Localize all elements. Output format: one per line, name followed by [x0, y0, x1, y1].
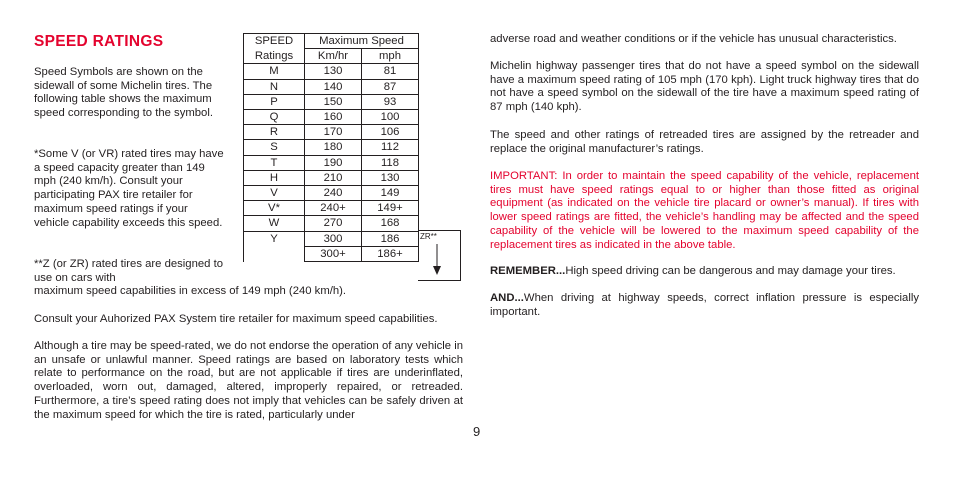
table-row [244, 64, 419, 79]
remember-paragraph [490, 265, 919, 279]
rating-cell: S [244, 140, 305, 155]
speed-ratings-table [243, 33, 419, 262]
header-maximum-speed: Maximum Speed [305, 34, 419, 49]
mph-cell: 106 [362, 125, 419, 140]
header-ratings: Ratings [244, 49, 305, 64]
header-mph: mph [362, 49, 419, 64]
kmh-cell: 170 [305, 125, 362, 140]
and-paragraph [490, 292, 919, 319]
mph-cell: 130 [362, 170, 419, 185]
mph-cell: 118 [362, 155, 419, 170]
table-row [244, 110, 419, 125]
disclaimer-paragraph: Although a tire may be speed-rated, we do not endorse the operation of any vehicle in an unsafe or unlawful manner. Speed ratings are based on laboratory tests which relate to performance on the road, but are not applicable if tires are underinflated, overloaded, worn out, damaged, altered, improperly repaired, or retreaded. Furthermore, a tire’s speed rating does not imply that vehicles can be safely driven at the maximum speed for which the tire is rated, particularly under [34, 340, 463, 421]
header-speed: SPEED [244, 34, 305, 49]
rating-cell: T [244, 155, 305, 170]
rating-cell: Q [244, 110, 305, 125]
header-kmh: Km/hr [305, 49, 362, 64]
rating-cell [244, 246, 305, 261]
intro-paragraph: Speed Symbols are shown on the sidewall of some Michelin tires. The following table shows the maximum speed corresponding to the symbol. [34, 66, 213, 120]
table-row [244, 79, 419, 94]
kmh-cell: 210 [305, 170, 362, 185]
table-row [244, 170, 419, 185]
rating-cell: Y [244, 231, 305, 246]
rating-cell: N [244, 79, 305, 94]
page-number: 9 [473, 424, 481, 439]
mph-cell: 93 [362, 94, 419, 109]
kmh-cell: 270 [305, 216, 362, 231]
zr-label: ZR** [420, 232, 437, 241]
table-header-row [244, 49, 419, 64]
table-row [244, 125, 419, 140]
table-header-row [244, 34, 419, 49]
table-row [244, 155, 419, 170]
important-warning: IMPORTANT: In order to maintain the speed capability of the vehicle, replacement tires must have speed ratings equal to or higher than those fitted as original equipment (as indicated on the vehicle tire placard or owner’s manual). If tires with lower speed ratings are fitted, the vehicle’s handling may be affected and the speed capability of the vehicle will be lowered to the maximum speed capability of the replacement tires as indicated in the above table. [490, 170, 919, 251]
kmh-cell: 150 [305, 94, 362, 109]
kmh-cell: 180 [305, 140, 362, 155]
kmh-cell: 190 [305, 155, 362, 170]
v-rating-note: *Some V (or VR) rated tires may have a speed capacity greater than 149 mph (240 km/h). Consult your participating PAX tire retailer for maximum speed ratings if your vehicle capability exceeds this speed. [34, 148, 224, 229]
table-row [244, 216, 419, 231]
mph-cell: 186+ [362, 246, 419, 261]
table-row [244, 201, 419, 216]
and-label: AND... [490, 292, 524, 304]
consult-paragraph: Consult your Auhorized PAX System tire retailer for maximum speed capabilities. [34, 313, 438, 325]
zr-rating-note: **Z (or ZR) rated tires are designed to use on cars with [34, 258, 223, 284]
rating-cell: P [244, 94, 305, 109]
and-text: When driving at highway speeds, correct inflation pressure is especially important. [490, 292, 919, 318]
mph-cell: 81 [362, 64, 419, 79]
highway-tires-paragraph: Michelin highway passenger tires that do not have a speed symbol on the sidewall have a maximum speed rating of 105 mph (170 kph). Light truck highway tires that do not have a speed symbol on the sidewall of the tire have a maximum speed rating of 87 mph (140 kph). [490, 60, 919, 114]
retread-paragraph: The speed and other ratings of retreaded tires are assigned by the retreader and replace the original manufacturer’s ratings. [490, 129, 919, 155]
table-row [244, 186, 419, 201]
kmh-cell: 300 [305, 231, 362, 246]
kmh-cell: 240 [305, 186, 362, 201]
rating-cell: V [244, 186, 305, 201]
table-row [244, 246, 419, 261]
mph-cell: 112 [362, 140, 419, 155]
rating-cell: W [244, 216, 305, 231]
kmh-cell: 240+ [305, 201, 362, 216]
remember-text: High speed driving can be dangerous and may damage your tires. [565, 265, 896, 277]
table-row [244, 140, 419, 155]
mph-cell: 186 [362, 231, 419, 246]
rating-cell: V* [244, 201, 305, 216]
mph-cell: 149+ [362, 201, 419, 216]
mph-cell: 168 [362, 216, 419, 231]
adverse-conditions-text: adverse road and weather conditions or if the vehicle has unusual characteristics. [490, 33, 897, 45]
kmh-cell: 160 [305, 110, 362, 125]
mph-cell: 149 [362, 186, 419, 201]
kmh-cell: 140 [305, 79, 362, 94]
table-row [244, 94, 419, 109]
page-title: SPEED RATINGS [34, 33, 164, 50]
kmh-cell: 300+ [305, 246, 362, 261]
zr-rating-note-cont: maximum speed capabilities in excess of 149 mph (240 km/h). [34, 285, 347, 297]
rating-cell: R [244, 125, 305, 140]
kmh-cell: 130 [305, 64, 362, 79]
table-row [244, 231, 419, 246]
rating-cell: H [244, 170, 305, 185]
rating-cell: M [244, 64, 305, 79]
mph-cell: 87 [362, 79, 419, 94]
arrow-down-icon [419, 242, 459, 278]
mph-cell: 100 [362, 110, 419, 125]
remember-label: REMEMBER... [490, 265, 566, 277]
